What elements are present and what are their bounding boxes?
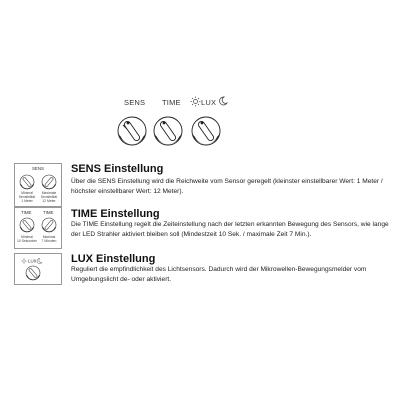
lux-thumb-label: LUX	[28, 258, 37, 264]
sens-thumb-left-caption-1: Minimal	[21, 191, 33, 195]
lux-description: Reguliert die empfindlichkeit des Lichtsensors. Dadurch wird der Mikrowellen-Bewegungsmelder vom Umgebungslicht de- oder aktiviert.	[71, 266, 367, 283]
lux-thumb-moon-icon	[37, 258, 42, 263]
time-thumb-left-caption-1: Minimal	[21, 235, 33, 239]
sens-thumb-label: SENS	[32, 166, 44, 171]
time-dial	[154, 117, 182, 145]
sens-title: SENS Einstellung	[71, 163, 164, 175]
sens-thumb-right-caption-2: Sensibilität	[40, 195, 58, 199]
lux-dial	[192, 117, 220, 145]
time-title: TIME Einstellung	[71, 208, 160, 220]
sens-thumb-left-caption-2: Sensibilität	[18, 195, 36, 199]
sens-dial-label: SENS	[124, 98, 146, 107]
sens-thumb-right-caption-1: Maximale	[41, 191, 57, 195]
time-thumb-right-caption-2: 7 Minuten	[41, 239, 57, 243]
time-thumbnail	[14, 207, 62, 249]
lux-dial-label: LUX	[201, 98, 217, 107]
time-thumb-label-right: TIME	[43, 210, 54, 215]
sens-dial	[118, 117, 146, 145]
time-thumb-label-left: TIME	[21, 210, 32, 215]
lux-thumb-sun-icon	[21, 258, 27, 264]
time-description: Die TIME Einstellung regelt die Zeiteinstellung nach der letzten erkannten Bewegung des Sensors, wie lange der LED Strahler aktiviert bleiben soll (Mindestzeit 10 Sek. / maximale Zeit 7 Min.).	[71, 221, 389, 238]
sens-description: Über die SENS Einstellung wird die Reichweite vom Sensor geregelt (kleinster einstellbarer Wert: 1 Meter / höchster einstellbarer Wert: 12 Meter).	[71, 178, 383, 195]
lux-title: LUX Einstellung	[71, 253, 156, 265]
sens-thumb-right-caption-3: 12 Meter	[42, 199, 56, 203]
sens-thumb-left-caption-3: 1 Meter	[21, 199, 33, 203]
time-dial-label: TIME	[162, 98, 181, 107]
dials-graphic	[110, 105, 230, 155]
time-thumb-right-caption-1: Maximal	[42, 235, 56, 239]
lux-thumbnail	[14, 253, 62, 285]
time-thumb-left-caption-2: 10 Sekunden	[17, 239, 37, 243]
sens-thumbnail	[14, 163, 62, 207]
